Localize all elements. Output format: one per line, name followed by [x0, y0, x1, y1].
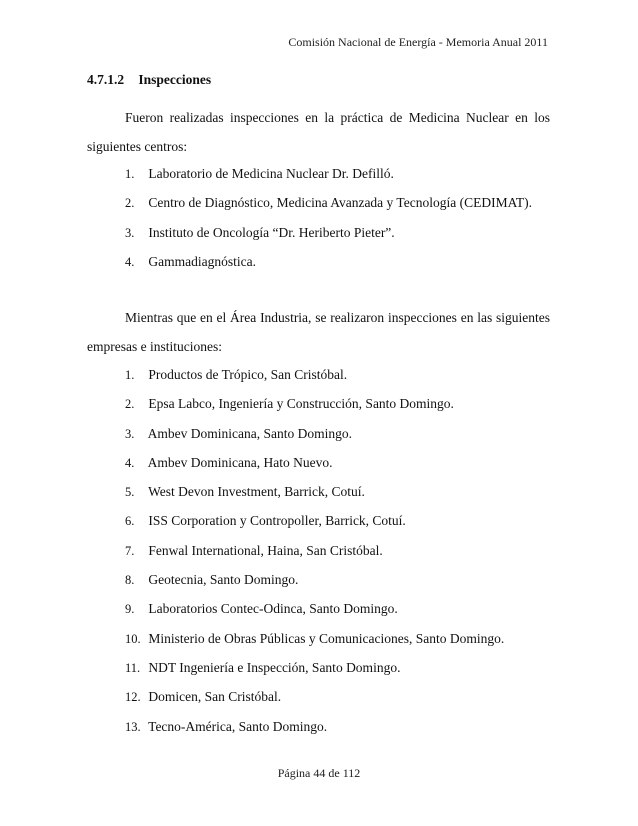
page-header: Comisión Nacional de Energía - Memoria Anual 2011 — [288, 35, 548, 49]
list-item-text: Geotecnia, Santo Domingo. — [148, 572, 299, 588]
list-item-number: 3. — [125, 426, 135, 441]
list-item — [125, 218, 532, 247]
list-item-text: Epsa Labco, Ingeniería y Construcción, Santo Domingo. — [148, 396, 454, 412]
list-item-text: Productos de Trópico, San Cristóbal. — [148, 367, 348, 382]
list-item-text: Domicen, San Cristóbal. — [148, 689, 282, 705]
list-item-number: 6. — [125, 514, 135, 529]
industry-companies-list — [125, 360, 504, 741]
list-item-text: Gammadiagnóstica. — [148, 253, 256, 269]
list-item-text: NDT Ingeniería e Inspección, Santo Domingo. — [148, 659, 401, 675]
list-item — [125, 594, 504, 623]
section-heading — [87, 72, 211, 88]
list-item-number: 4. — [125, 455, 135, 470]
list-item-number: 5. — [125, 485, 135, 500]
list-item — [125, 247, 532, 276]
list-item-text: Ambev Dominicana, Santo Domingo. — [147, 425, 352, 441]
list-item-text: Instituto de Oncología “Dr. Heriberto Pieter”. — [148, 224, 395, 240]
list-item-number: 4. — [125, 254, 135, 269]
list-item-number: 2. — [125, 397, 135, 412]
list-item-number: 12. — [125, 690, 141, 705]
industry-paragraph: Mientras que en el Área Industria, se realizaron inspecciones en las siguientes empresas e instituciones: — [87, 310, 550, 354]
list-item-number: 1. — [125, 368, 135, 382]
list-item-text: Ministerio de Obras Públicas y Comunicaciones, Santo Domingo. — [148, 630, 505, 646]
list-item — [125, 565, 504, 594]
list-item-number: 7. — [125, 543, 135, 558]
list-item-number: 2. — [125, 196, 135, 211]
list-item-text: Centro de Diagnóstico, Medicina Avanzada y Tecnología (CEDIMAT). — [148, 195, 532, 211]
list-item — [125, 477, 504, 506]
list-item — [125, 159, 532, 188]
list-item-text: Laboratorios Contec-Odinca, Santo Domingo. — [148, 601, 398, 617]
list-item-number: 13. — [125, 719, 141, 734]
medical-centers-list — [125, 159, 532, 276]
list-item — [125, 419, 504, 448]
list-item-number: 9. — [125, 602, 135, 617]
list-item — [125, 624, 504, 653]
list-item-number: 10. — [125, 631, 141, 646]
list-item — [125, 506, 504, 535]
list-item-text: Tecno-América, Santo Domingo. — [148, 718, 328, 734]
list-item — [125, 360, 504, 389]
list-item-text: West Devon Investment, Barrick, Cotuí. — [148, 484, 365, 500]
intro-paragraph: Fueron realizadas inspecciones en la práctica de Medicina Nuclear en los siguientes centros: — [87, 110, 550, 154]
list-item-text: Fenwal International, Haina, San Cristóbal. — [148, 542, 383, 558]
section-number: 4.7.1.2 — [87, 72, 125, 87]
list-item — [125, 653, 504, 682]
list-item-number: 1. — [125, 167, 135, 181]
list-item-number: 8. — [125, 573, 135, 588]
list-item — [125, 536, 504, 565]
list-item-number: 3. — [125, 225, 135, 240]
list-item-text: ISS Corporation y Contropoller, Barrick, Cotuí. — [148, 513, 406, 529]
list-item — [125, 448, 504, 477]
list-item-text: Ambev Dominicana, Hato Nuevo. — [147, 454, 333, 470]
list-item — [125, 389, 504, 418]
section-title: Inspecciones — [138, 72, 212, 87]
list-item — [125, 712, 504, 741]
list-item — [125, 188, 532, 217]
list-item-number: 11. — [125, 660, 141, 675]
list-item-text: Laboratorio de Medicina Nuclear Dr. Defilló. — [148, 166, 394, 181]
page-footer: Página 44 de 112 — [277, 766, 361, 780]
list-item — [125, 682, 504, 711]
